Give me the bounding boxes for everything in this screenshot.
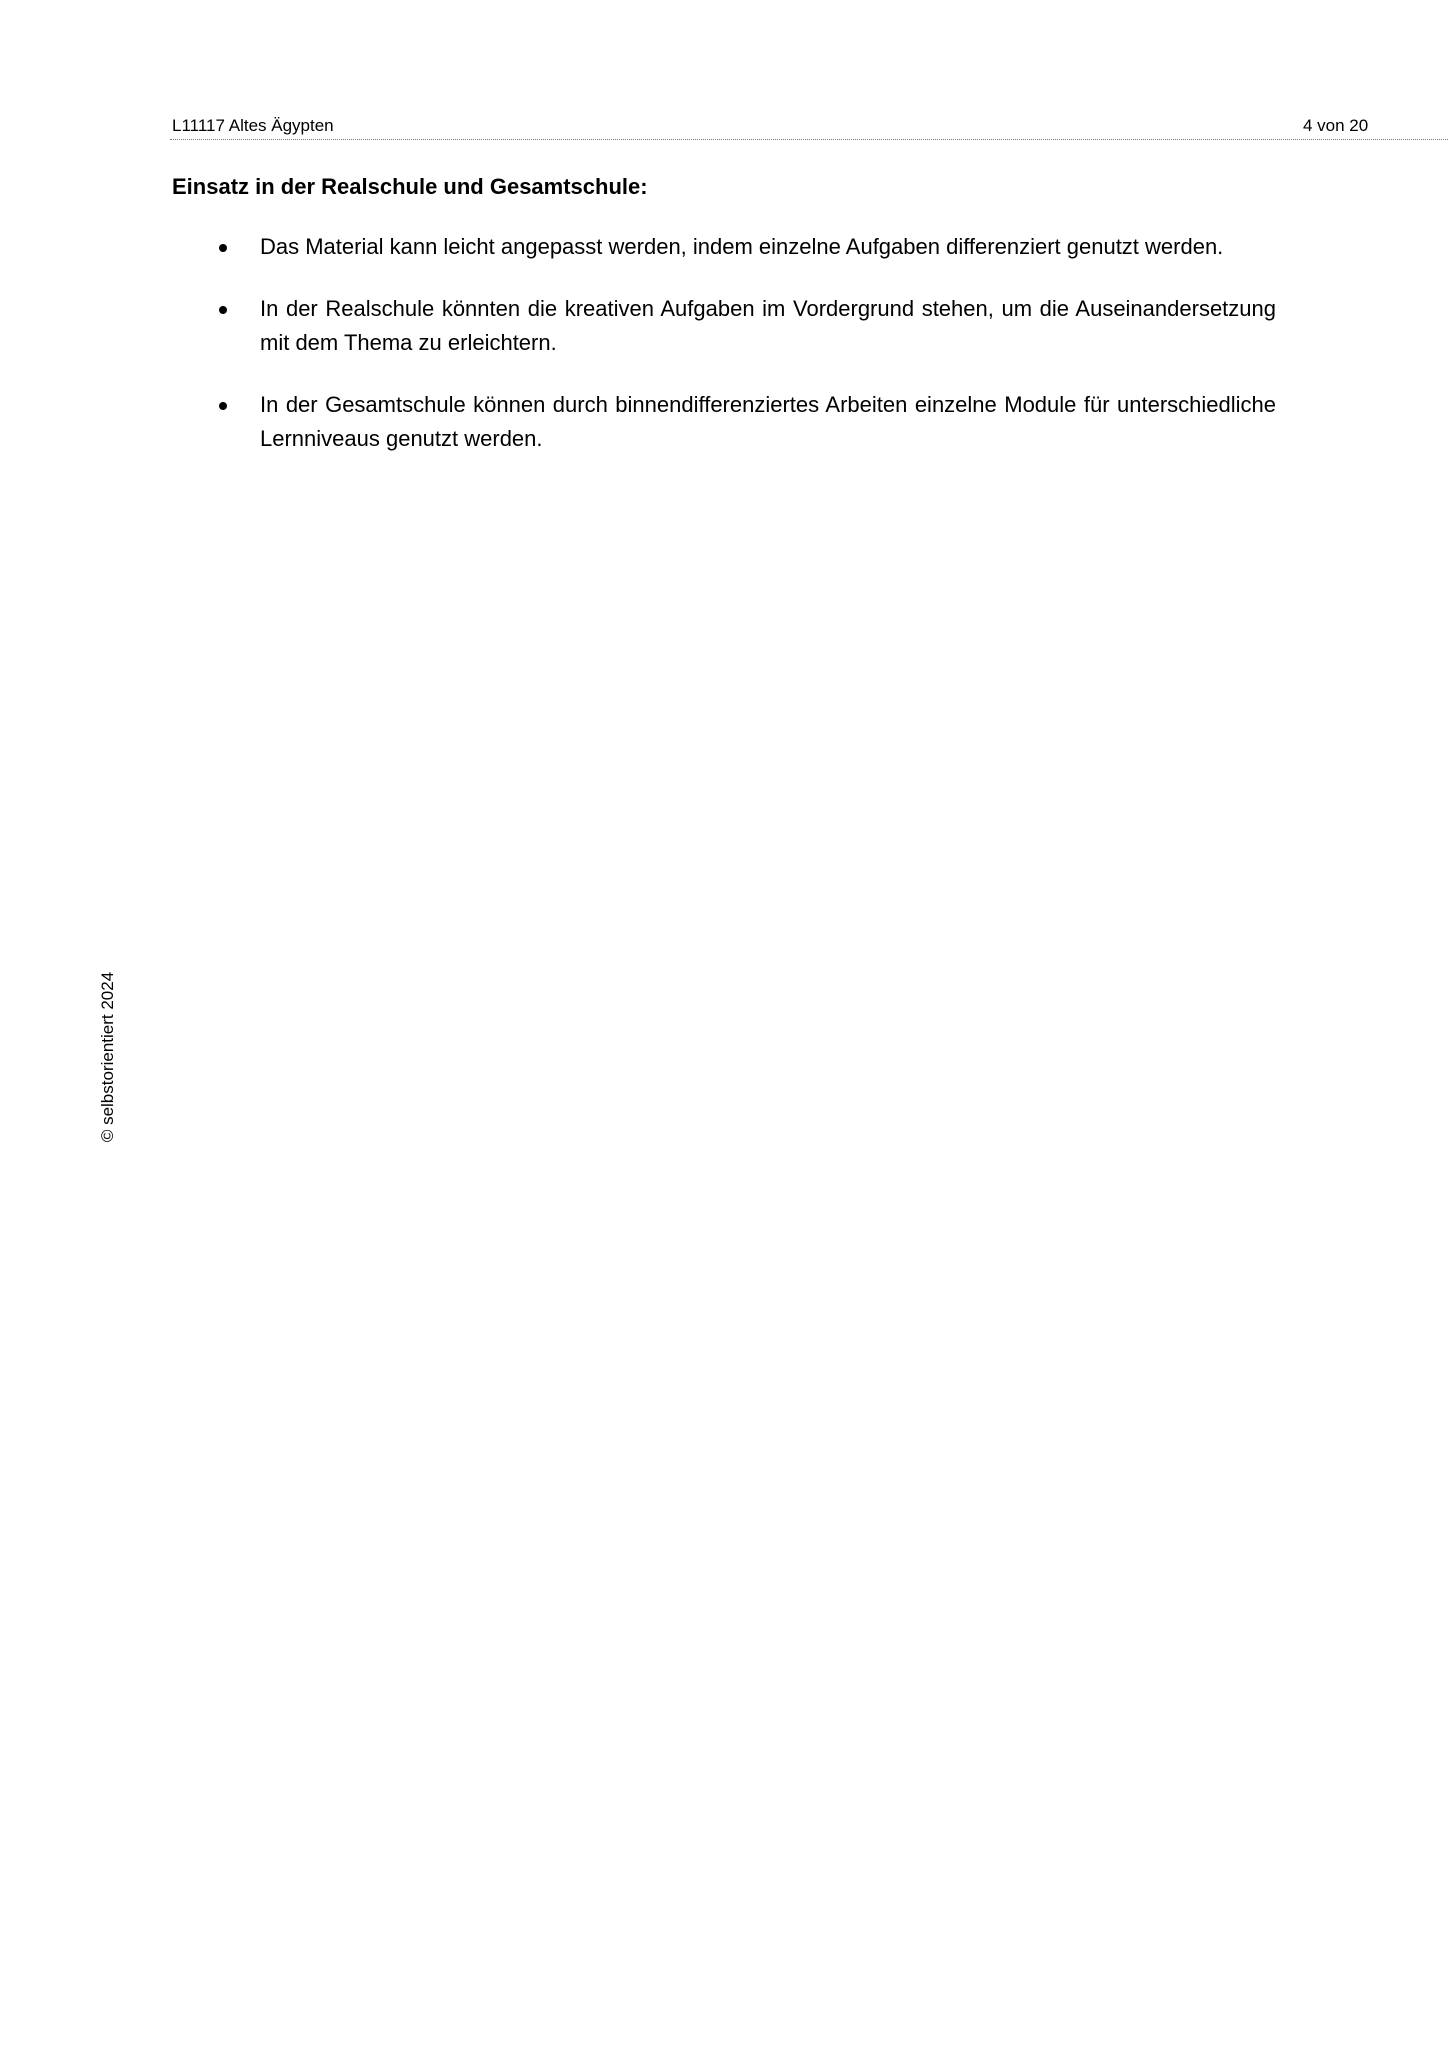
section-heading: Einsatz in der Realschule und Gesamtschule: bbox=[172, 174, 648, 199]
list-item bbox=[172, 292, 1276, 360]
list-item bbox=[172, 388, 1276, 456]
document-title: L11117 Altes Ägypten bbox=[172, 116, 334, 135]
copyright-notice: © selbstorientiert 2024 bbox=[98, 971, 117, 1143]
bullet-icon bbox=[219, 244, 227, 252]
list-item-text: Das Material kann leicht angepasst werden, indem einzelne Aufgaben differenziert genutzt werden. bbox=[260, 234, 1224, 259]
list-item bbox=[172, 230, 1276, 264]
list-item-text: In der Gesamtschule können durch binnendifferenziertes Arbeiten einzelne Module für unterschiedliche Lernniveaus genutzt werden. bbox=[260, 392, 1276, 451]
bullet-icon bbox=[219, 306, 227, 314]
list-item-text: In der Realschule könnten die kreativen Aufgaben im Vordergrund stehen, um die Auseinandersetzung mit dem Thema zu erleichtern. bbox=[260, 296, 1276, 355]
page-header bbox=[170, 114, 1448, 140]
bullet-icon bbox=[219, 402, 227, 410]
bullet-list bbox=[172, 230, 1276, 484]
page-indicator: 4 von 20 bbox=[1303, 116, 1369, 135]
